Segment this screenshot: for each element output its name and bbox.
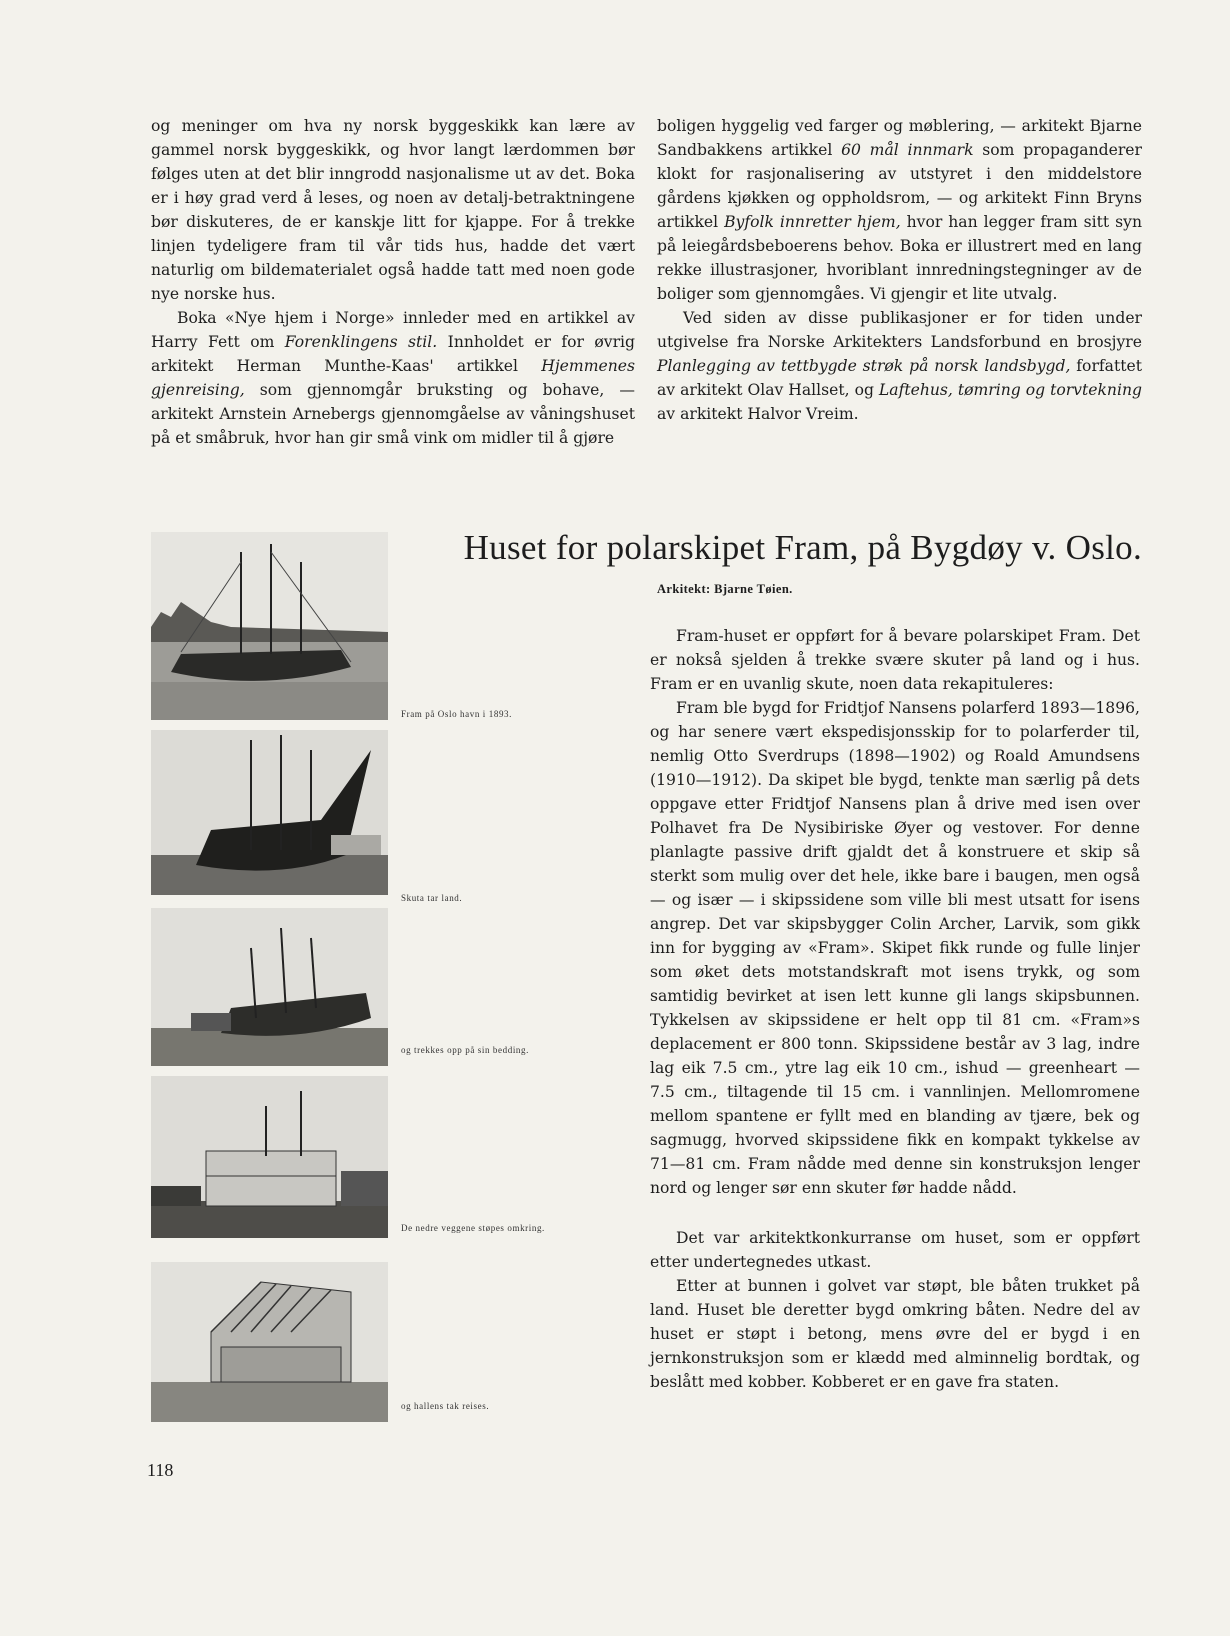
paragraph bbox=[657, 306, 1142, 426]
book-title: 60 mål innmark bbox=[841, 141, 974, 159]
text-span: forfattet av arkitekt Olav Hallset, og bbox=[657, 357, 1142, 399]
page-number: 118 bbox=[147, 1460, 174, 1480]
photo-caption: og hallens tak reises. bbox=[401, 1401, 490, 1411]
book-title: Byfolk innretter hjem, bbox=[724, 213, 901, 231]
text-span: Ved siden av disse publikasjoner er for tiden under utgivelse fra Norske Arkitekters Landsforbund en brosjyre bbox=[657, 309, 1142, 351]
paragraph: Fram ble bygd for Fridtjof Nansens polarferd 1893—1896, og har senere vært ekspedisjonsskip for to polarferder til, nemlig Otto Sverdrups (1898—1902) og Roald Amundsens (1910—1912). Da skipet ble bygd, tenkte man særlig på dets oppgave etter Fridtjof Nansens plan å drive med isen over Polhavet fra De Nysibiriske Øyer og vestover. For denne planlagte passive drift gjaldt det å konstruere et skip så sterkt som mulig over det hele, ikke bare i baugen, men også — og især — i skipssidene som ville bli mest utsatt for isens angrep. Det var skipsbygger Colin Archer, Larvik, som gikk inn for bygging av «Fram». Skipet fikk runde og fulle linjer som øket dets motstandskraft mot isens trykk, og som samtidig bevirket at isen lett kunne gli langs skipsbunnen. Tykkelsen av skipssidene er helt opp til 81 cm. «Fram»s deplacement er 800 tonn. Skipssidene består av 3 lag, indre lag eik 7.5 cm., ytre lag eik 10 cm., ishud — greenheart — 7.5 cm., tiltagende til 15 cm. i vannlinjen. Mellomromene mellom spantene er fyllt med en blanding av tjære, bek og sagmugg, hvorved skipssidene fikk en kompakt tykkelse av 71—81 cm. Fram nådde med denne sin konstruksjon lenger nord og lenger sør enn skuter før hadde nådd. bbox=[650, 699, 1140, 1197]
paragraph bbox=[151, 306, 635, 450]
photo-walls-cast bbox=[151, 1076, 388, 1238]
photo-ship-lands bbox=[151, 730, 388, 895]
text-span: som propaganderer klokt for rasjonalisering av utstyret i den middelstore gårdens kjøkken og oppholdsrom, — og arkitekt Finn Bryns artikkel bbox=[657, 141, 1142, 231]
book-title: Hjemmenes gjenreising, bbox=[151, 357, 635, 399]
text-span: boligen hyggelig ved farger og møblering, — arkitekt Bjarne Sandbakkens artikkel bbox=[657, 117, 1142, 159]
architect-credit: Arkitekt: Bjarne Tøien. bbox=[657, 582, 793, 596]
photo-caption: De nedre veggene støpes omkring. bbox=[401, 1223, 545, 1233]
book-title: Planlegging av tettbygde strøk på norsk landsbygd, bbox=[657, 357, 1071, 375]
paragraph: Det var arkitektkonkurranse om huset, som er oppført etter undertegnedes utkast. bbox=[650, 1229, 1140, 1271]
book-title: Laftehus, tømring og torvtekning bbox=[878, 381, 1142, 399]
top-right-column bbox=[657, 114, 1142, 426]
paragraph: Fram-huset er oppført for å bevare polarskipet Fram. Det er nokså sjelden å trekke svære skuter på land og i hus. Fram er en uvanlig skute, noen data rekapituleres: bbox=[650, 627, 1140, 693]
article-title: Huset for polarskipet Fram, på Bygdøy v. Oslo. bbox=[463, 528, 1142, 567]
text-span: av arkitekt Halvor Vreim. bbox=[657, 405, 859, 423]
text-span: Innholdet er for øvrig arkitekt Herman Munthe-Kaas' artikkel bbox=[151, 333, 635, 375]
article-body bbox=[650, 624, 1140, 1394]
photo-caption: Fram på Oslo havn i 1893. bbox=[401, 709, 512, 719]
text-span: Boka «Nye hjem i Norge» innleder med en artikkel av Harry Fett om bbox=[151, 309, 635, 351]
paragraph bbox=[657, 114, 1142, 306]
photo-fram-harbor bbox=[151, 532, 388, 720]
paragraph: Etter at bunnen i golvet var støpt, ble båten trukket på land. Huset ble deretter bygd omkring båten. Nedre del av huset er støpt i betong, mens øvre del er bygd i en jernkonstruksjon som er klædd med alminnelig bordtak, og beslått med kobber. Kobberet er en gave fra staten. bbox=[650, 1277, 1140, 1391]
paragraph: og meninger om hva ny norsk byggeskikk kan lære av gammel norsk byggeskikk, og hvor langt lærdommen bør følges uten at det blir inngrodd nasjonalisme ut av det. Boka er i høy grad verd å leses, og noen av detalj-betraktningene bør diskuteres, de er kanskje litt for kjappe. For å trekke linjen tydeligere fram til vår tids hus, hadde det vært naturlig om bildematerialet også hadde tatt med noen gode nye norske hus. bbox=[151, 117, 635, 303]
top-left-column bbox=[151, 114, 635, 450]
text-span: som gjennomgår bruksting og bohave, — arkitekt Arnstein Arnebergs gjennomgåelse av våningshuset på et småbruk, hvor han gir små vink om midler til å gjøre bbox=[151, 381, 635, 447]
photo-caption: og trekkes opp på sin bedding. bbox=[401, 1045, 529, 1055]
photo-roof-raised bbox=[151, 1262, 388, 1422]
photo-ship-hauled bbox=[151, 908, 388, 1066]
text-span: hvor han legger fram sitt syn på leiegårdsbeboerens behov. Boka er illustrert med en lang rekke illustrasjoner, hvoriblant innredningstegninger av de boliger som gjennomgåes. Vi gjengir et lite utvalg. bbox=[657, 213, 1142, 303]
photo-caption: Skuta tar land. bbox=[401, 893, 463, 903]
book-title: Forenklingens stil. bbox=[284, 333, 438, 351]
